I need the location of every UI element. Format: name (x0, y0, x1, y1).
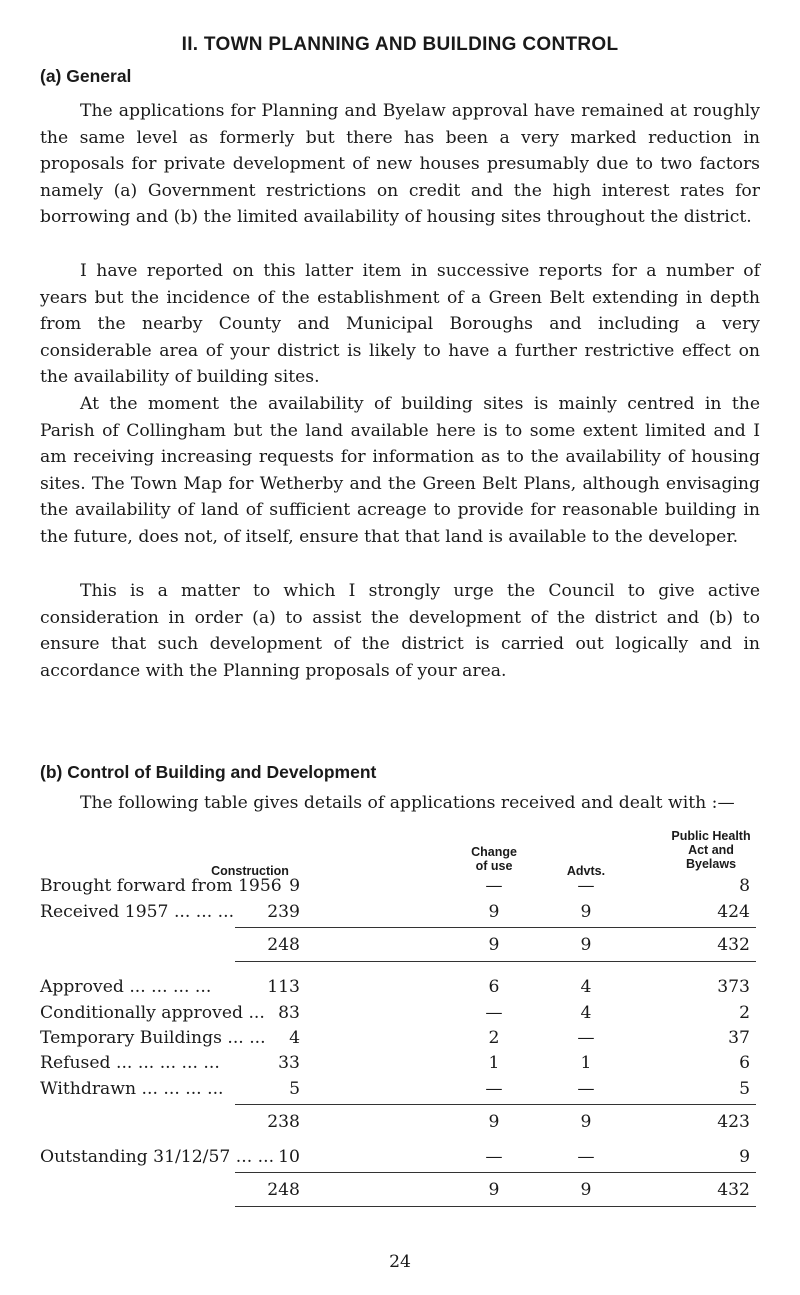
cell-total-construction: 248 (267, 935, 300, 955)
cell-construction: 4 (289, 1028, 300, 1048)
page-title: II. TOWN PLANNING AND BUILDING CONTROL (181, 34, 619, 55)
header-advts: Advts. (566, 864, 606, 878)
paragraph-4: This is a matter to which I strongly urge the Council to give active consideration in order (a) to assist the development of the district and (b) to ensure that such development of the district is carried out logically and in accordance with the Planning proposals of your area. (40, 581, 760, 681)
cell-total-construction: 238 (267, 1112, 300, 1132)
cell-construction: 9 (289, 876, 300, 896)
cell-change: 1 (488, 1053, 500, 1073)
cell-change: — (485, 876, 503, 896)
cell-byelaws: 37 (728, 1028, 750, 1048)
cell-change: 2 (488, 1028, 500, 1048)
cell-total-change: 9 (488, 1180, 500, 1200)
row-label-brought-forward: Brought forward from 1956 (40, 876, 282, 896)
header-ph-line2: Act and (688, 843, 734, 857)
cell-construction: 239 (267, 902, 300, 922)
header-change (450, 845, 538, 873)
cell-construction: 113 (267, 977, 300, 997)
cell-total-change: 9 (488, 1112, 500, 1132)
cell-advts: 9 (580, 902, 592, 922)
cell-advts: 1 (580, 1053, 592, 1073)
total-rule (235, 1172, 756, 1173)
paragraph-1: The applications for Planning and Byelaw approval have remained at roughly the same level as formerly but there has been a very marked reduction in proposals for private development of new houses presumably due to two factors namely (a) Government restrictions on credit and the high interest rates for borrowing and (b) the limited availability of housing sites throughout the district. (40, 101, 760, 228)
paragraph-3: At the moment the availability of building sites is mainly centred in the Parish of Collingham but the land available here is to some extent limited and I am receiving increasing requests for information as to the availability of housing sites. The Town Map for Wetherby and the Green Belt Plans, although envisaging the availability of land of sufficient acreage to provide for reasonable building in the future, does not, of itself, ensure that that land is available to the developer. (40, 394, 760, 547)
page-number: 24 (389, 1252, 411, 1272)
cell-total-change: 9 (488, 935, 500, 955)
cell-total-construction: 248 (267, 1180, 300, 1200)
cell-byelaws: 6 (739, 1053, 750, 1073)
total-rule (235, 927, 756, 928)
header-public-health (650, 829, 772, 871)
total-rule (235, 1206, 756, 1207)
cell-construction: 33 (278, 1053, 300, 1073)
cell-change: — (485, 1079, 503, 1099)
cell-construction: 5 (289, 1079, 300, 1099)
header-construction: Construction (211, 864, 289, 878)
cell-construction: 10 (278, 1147, 300, 1167)
total-rule (235, 1104, 756, 1105)
cell-advts: — (577, 1028, 595, 1048)
header-ph-line1: Public Health (671, 829, 751, 843)
cell-byelaws: 424 (717, 902, 750, 922)
paragraph-2: I have reported on this latter item in successive reports for a number of years but the incidence of the establishment of a Green Belt extending in depth from the nearby County and Municipal Boroughs and including a very considerable area of your district is likely to have a further restrictive effect on the availability of building sites. (40, 261, 760, 388)
header-change-line2: of use (475, 859, 513, 873)
row-label-approved: Approved ... ... ... ... (40, 977, 212, 997)
cell-advts: — (577, 876, 595, 896)
cell-change: — (485, 1147, 503, 1167)
cell-total-byelaws: 432 (717, 1180, 750, 1200)
row-label-refused: Refused ... ... ... ... ... (40, 1053, 220, 1073)
cell-construction: 83 (278, 1003, 300, 1023)
row-label-received: Received 1957 ... ... ... (40, 902, 235, 922)
cell-total-byelaws: 432 (717, 935, 750, 955)
header-change-line1: Change (471, 845, 517, 859)
section-a-heading: (a) General (40, 66, 132, 86)
section-b-heading: (b) Control of Building and Development (40, 762, 377, 782)
cell-byelaws: 373 (717, 977, 750, 997)
header-ph-line3: Byelaws (685, 857, 737, 871)
cell-total-advts: 9 (580, 1112, 592, 1132)
cell-byelaws: 9 (739, 1147, 750, 1167)
cell-byelaws: 5 (739, 1079, 750, 1099)
cell-advts: — (577, 1147, 595, 1167)
total-rule (235, 961, 756, 962)
cell-change: — (485, 1003, 503, 1023)
cell-advts: 4 (580, 977, 592, 997)
row-label-temporary-buildings: Temporary Buildings ... ... (40, 1028, 266, 1048)
row-label-withdrawn: Withdrawn ... ... ... ... (40, 1079, 224, 1099)
cell-byelaws: 8 (739, 876, 750, 896)
table-intro: The following table gives details of applications received and dealt with :— (80, 793, 735, 813)
row-label-conditionally-approved: Conditionally approved ... (40, 1003, 265, 1023)
cell-total-advts: 9 (580, 1180, 592, 1200)
cell-advts: — (577, 1079, 595, 1099)
cell-total-advts: 9 (580, 935, 592, 955)
cell-advts: 4 (580, 1003, 592, 1023)
cell-total-byelaws: 423 (717, 1112, 750, 1132)
cell-change: 9 (488, 902, 500, 922)
cell-byelaws: 2 (739, 1003, 750, 1023)
row-label-outstanding: Outstanding 31/12/57 ... ... (40, 1147, 275, 1167)
cell-change: 6 (488, 977, 500, 997)
